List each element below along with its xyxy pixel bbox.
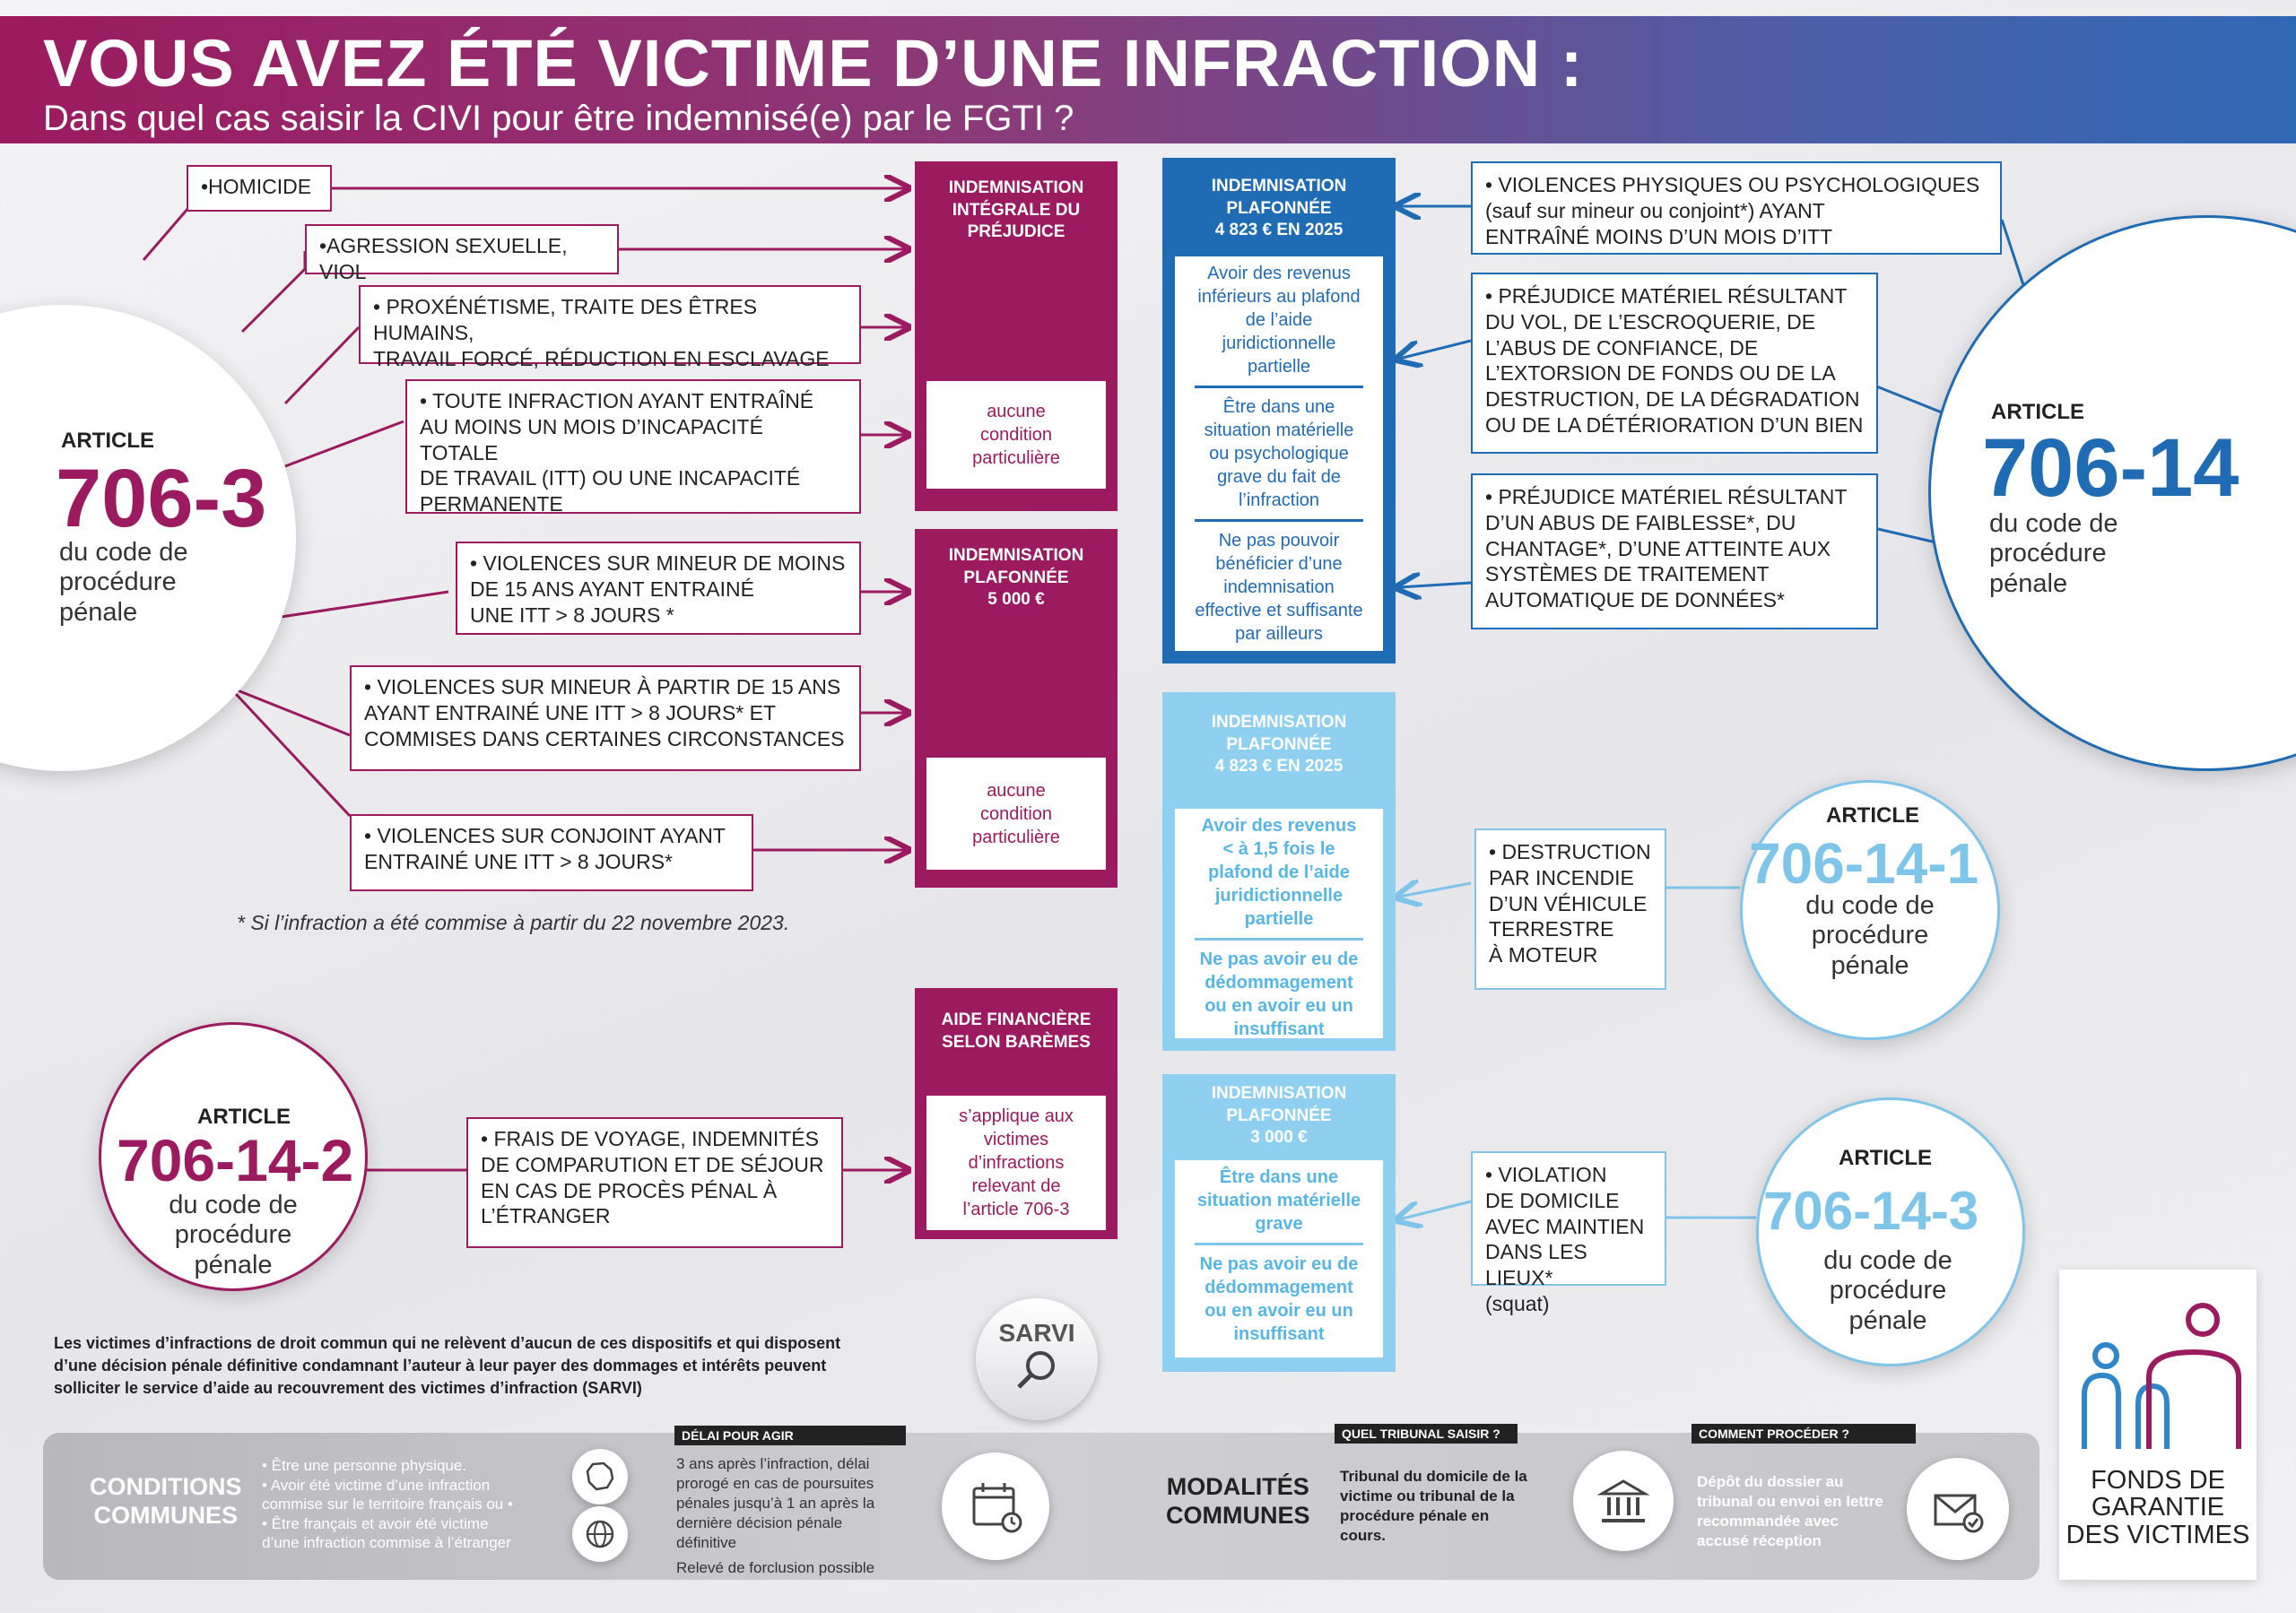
comment-text: Dépôt du dossier au tribunal ou envoi en lettre recommandée avec accusé réception — [1697, 1473, 1883, 1550]
magenta-column-aide-financiere: AIDE FINANCIÈRE SELON BARÈMES s’applique aux victimes d’infractions relevant de l’article 706-3 — [915, 988, 1118, 1239]
sarvi-text: Les victimes d’infractions de droit commun qui ne relèvent d’aucun de ces dispositifs et qui disposent d’une décision pénale définitive condamnant l’auteur à leur payer des dommages et intérêts peuvent solliciter le service d’aide au recouvrement des victimes d’infraction (SARVI) — [54, 1334, 841, 1397]
globe-icon — [572, 1506, 628, 1562]
item-destruction-incendie: • DESTRUCTION PAR INCENDIE D’UN VÉHICULE TERRESTRE À MOTEUR — [1474, 828, 1666, 990]
footnote: * Si l’infraction a été commise à partir du 22 novembre 2023. — [237, 911, 790, 934]
courthouse-icon — [1573, 1451, 1674, 1551]
lightblue-column-plafonnee-3000: INDEMNISATION PLAFONNÉE 3 000 € Être dans une situation matérielle grave Ne pas avoir eu de dédommagement ou en avoir eu un insuffisant — [1162, 1074, 1396, 1372]
article-706-3-number: 706-3 — [56, 453, 267, 544]
tribunal-header: QUEL TRIBUNAL SAISIR ? — [1335, 1424, 1518, 1444]
item-frais-voyage: • FRAIS DE VOYAGE, INDEMNITÉS DE COMPARUTION ET DE SÉJOUR EN CAS DE PROCÈS PÉNAL À L’ÉTRANGER — [466, 1117, 843, 1248]
item-toute-infraction: • TOUTE INFRACTION AYANT ENTRAÎNÉ AU MOINS UN MOIS D’INCAPACITÉ TOTALE DE TRAVAIL (ITT) OU UNE INCAPACITÉ PERMANENTE — [405, 379, 861, 514]
item-violences-mineur-15: • VIOLENCES SUR MINEUR DE MOINS DE 15 ANS AYANT ENTRAINÉ UNE ITT > 8 JOURS * — [456, 542, 861, 635]
delai-header: DÉLAI POUR AGIR — [674, 1426, 906, 1445]
france-map-icon — [572, 1449, 628, 1505]
item-violation-domicile: • VIOLATION DE DOMICILE AVEC MAINTIEN DANS LES LIEUX* (squat) — [1471, 1151, 1666, 1286]
article-706-14-label: ARTICLE — [1991, 400, 2084, 424]
item-proxenetisme: • PROXÉNÉTISME, TRAITE DES ÊTRES HUMAINS, TRAVAIL FORCÉ, RÉDUCTION EN ESCLAVAGE — [359, 285, 861, 364]
article-706-3-sub: du code de procédure pénale — [59, 538, 188, 627]
magenta-column-integrale: INDEMNISATION INTÉGRALE DU PRÉJUDICE aucune condition particulière — [915, 161, 1118, 511]
article-706-3-label: ARTICLE — [61, 429, 154, 453]
page-subtitle: Dans quel cas saisir la CIVI pour être indemnisé(e) par le FGTI ? — [43, 99, 1074, 138]
item-prejudice-abus: • PRÉJUDICE MATÉRIEL RÉSULTANT D’UN ABUS DE FAIBLESSE*, DU CHANTAGE*, D’UNE ATTEINTE AUX SYSTÈMES DE TRAITEMENT AUTOMATIQUE DE DONNÉES* — [1471, 473, 1878, 629]
magnifier-icon — [1010, 1348, 1064, 1392]
logo — [2059, 1270, 2257, 1580]
item-violences-physiques: • VIOLENCES PHYSIQUES OU PSYCHOLOGIQUES (sauf sur mineur ou conjoint*) AYANT ENTRAÎNÉ MOINS D’UN MOIS D’ITT — [1471, 161, 2002, 255]
article-706-14-3-sub: du code de procédure pénale — [1823, 1246, 1952, 1335]
item-prejudice-vol: • PRÉJUDICE MATÉRIEL RÉSULTANT DU VOL, DE L’ESCROQUERIE, DE L’ABUS DE CONFIANCE, DE L’EXTORSION DE FONDS OU DE LA DESTRUCTION, DE LA DÉGRADATION OU DE LA DÉTÉRIORATION D’UN BIEN — [1471, 273, 1878, 454]
article-706-14-1-label: ARTICLE — [1826, 803, 1919, 828]
people-logo-icon — [2059, 1270, 2257, 1458]
article-706-14-3-number: 706-14-3 — [1763, 1181, 1979, 1241]
article-706-14-1-sub: du code de procédure pénale — [1805, 891, 1935, 980]
logo-text: FONDS DE GARANTIE DES VICTIMES — [2066, 1466, 2250, 1549]
article-706-14-3-label: ARTICLE — [1839, 1146, 1932, 1170]
modalites-title: MODALITÉS COMMUNES — [1166, 1473, 1310, 1530]
sarvi-badge-label: SARVI — [998, 1319, 1075, 1347]
item-violences-conjoint: • VIOLENCES SUR CONJOINT AYANT ENTRAINÉ UNE ITT > 8 JOURS* — [350, 814, 753, 891]
article-706-14-2-label: ARTICLE — [197, 1105, 291, 1129]
comment-header: COMMENT PROCÉDER ? — [1692, 1424, 1916, 1444]
item-homicide: •HOMICIDE — [187, 165, 332, 212]
item-agression-sexuelle: •AGRESSION SEXUELLE, VIOL — [305, 224, 619, 274]
conditions-bullets: • Être une personne physique. • Avoir été victime d’une infraction commise sur le territoire français ou • • Être français et avoir été victime d’une infraction commise à l’étranger — [262, 1457, 513, 1552]
blue-column-plafonnee-4823: INDEMNISATION PLAFONNÉE 4 823 € EN 2025 Avoir des revenus inférieurs au plafond de l’aide juridictionnelle partielle Être dans une situation matérielle ou psychologique grave du fait de l’infraction Ne pas pouvoir bénéficier d’une indemnisation effective et suffisante par ailleurs — [1162, 158, 1396, 663]
delai-text: 3 ans après l’infraction, délai prorogé en cas de poursuites pénales jusqu’à 1 an après la dernière décision pénale définitive Relevé de forclusion possible — [676, 1455, 875, 1577]
sarvi-badge — [976, 1298, 1098, 1420]
item-violences-mineur-plus-15: • VIOLENCES SUR MINEUR À PARTIR DE 15 ANS AYANT ENTRAINÉ UNE ITT > 8 JOURS* ET COMMISES DANS CERTAINES CIRCONSTANCES — [350, 665, 861, 771]
lightblue-column-plafonnee-4823: INDEMNISATION PLAFONNÉE 4 823 € EN 2025 Avoir des revenus < à 1,5 fois le plafond de l’aide juridictionnelle partielle Ne pas avoir eu de dédommagement ou en avoir eu un insuffisant — [1162, 692, 1396, 1051]
calendar-icon — [942, 1453, 1049, 1560]
page-title: VOUS AVEZ ÉTÉ VICTIME D’UNE INFRACTION : — [43, 26, 1584, 100]
conditions-title: CONDITIONS COMMUNES — [90, 1473, 242, 1530]
article-706-14-2-number: 706-14-2 — [117, 1127, 354, 1193]
article-706-14-sub: du code de procédure pénale — [1989, 509, 2118, 598]
envelope-check-icon — [1907, 1458, 2009, 1560]
article-706-14-number: 706-14 — [1982, 422, 2239, 514]
tribunal-text: Tribunal du domicile de la victime ou tribunal de la procédure pénale en cours. — [1340, 1468, 1527, 1545]
article-706-14-2-sub: du code de procédure pénale — [169, 1191, 298, 1279]
article-706-14-1-number: 706-14-1 — [1749, 831, 1979, 896]
magenta-column-plafonnee-5000: INDEMNISATION PLAFONNÉE 5 000 € aucune condition particulière — [915, 529, 1118, 888]
